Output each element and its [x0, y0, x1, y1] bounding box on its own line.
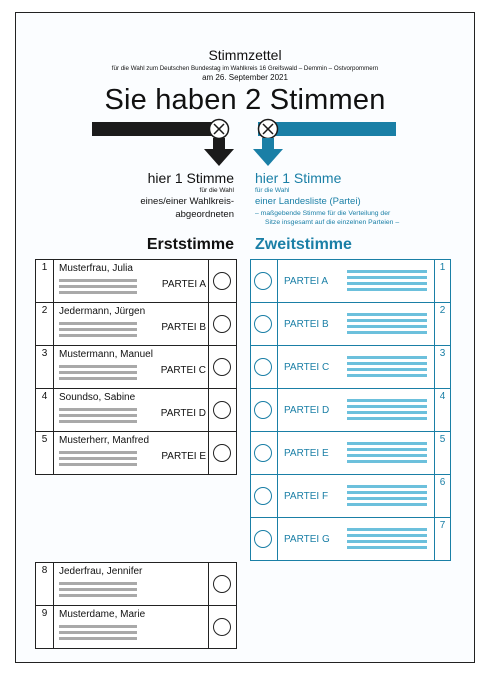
list-number: 5: [434, 432, 450, 474]
candidate-name: Musterherr, Manfred: [59, 435, 150, 446]
vote-circle[interactable]: [254, 315, 272, 333]
candidate-party: PARTEI E: [161, 451, 206, 462]
vote-cell: [251, 475, 278, 517]
vote-cell: [208, 260, 236, 302]
vote-cell: [251, 389, 278, 431]
left-desc-1: eines/einer Wahlkreis-: [140, 196, 234, 207]
erststimme-bar: [92, 122, 216, 136]
party-placeholder-line: [59, 457, 137, 460]
party-placeholder-line: [59, 365, 137, 368]
left-desc-2: abgeordneten: [175, 209, 234, 220]
erststimme-row: [35, 345, 237, 389]
candidate-name: Jedermann, Jürgen: [59, 306, 146, 317]
list-placeholder-line: [347, 417, 427, 420]
list-placeholder-line: [347, 454, 427, 457]
list-party: PARTEI B: [284, 319, 329, 330]
zweitstimme-row: [250, 345, 451, 389]
list-party: PARTEI D: [284, 405, 330, 416]
vote-circle[interactable]: [213, 444, 231, 462]
party-placeholder-line: [59, 451, 137, 454]
list-number: 2: [434, 303, 450, 345]
list-number: 1: [434, 260, 450, 302]
party-placeholder-line: [59, 328, 137, 331]
candidate-party: PARTEI A: [161, 279, 206, 290]
party-placeholder-line: [59, 285, 137, 288]
vote-cell: [251, 303, 278, 345]
right-fuer-die-wahl: für die Wahl: [255, 187, 290, 194]
candidate-name: Musterdame, Marie: [59, 609, 146, 620]
vote-cell: [208, 606, 236, 648]
party-placeholder-line: [59, 322, 137, 325]
arrow-down-black-icon: [203, 138, 235, 168]
vote-circle[interactable]: [213, 358, 231, 376]
party-placeholder-line: [59, 291, 137, 294]
zweitstimme-row: [250, 474, 451, 518]
vote-circle[interactable]: [254, 444, 272, 462]
vote-circle[interactable]: [213, 315, 231, 333]
candidate-number: 2: [36, 303, 54, 345]
list-placeholder-line: [347, 319, 427, 322]
list-party: PARTEI A: [284, 276, 329, 287]
list-placeholder-line: [347, 325, 427, 328]
list-placeholder-line: [347, 374, 427, 377]
ballot-title: Stimmzettel: [208, 47, 282, 63]
party-placeholder-line: [59, 625, 137, 628]
x-circle-left-icon: [206, 118, 232, 140]
list-placeholder-line: [347, 399, 427, 402]
list-number: 4: [434, 389, 450, 431]
vote-circle[interactable]: [213, 401, 231, 419]
party-placeholder-line: [59, 279, 137, 282]
candidate-number: 3: [36, 346, 54, 388]
list-placeholder-line: [347, 442, 427, 445]
vote-circle[interactable]: [213, 272, 231, 290]
list-placeholder-line: [347, 485, 427, 488]
list-party: PARTEI G: [284, 534, 330, 545]
vote-cell: [251, 346, 278, 388]
list-placeholder-line: [347, 356, 427, 359]
candidate-party: PARTEI C: [160, 365, 206, 376]
list-number: 6: [434, 475, 450, 517]
zweitstimme-heading: Zweitstimme: [255, 236, 352, 253]
list-placeholder-line: [347, 313, 427, 316]
candidate-party: PARTEI B: [161, 322, 206, 333]
list-placeholder-line: [347, 270, 427, 273]
party-placeholder-line: [59, 463, 137, 466]
list-number: 7: [434, 518, 450, 560]
candidate-number: 9: [36, 606, 54, 648]
vote-circle[interactable]: [254, 401, 272, 419]
arrow-down-teal-icon: [252, 138, 284, 168]
party-placeholder-line: [59, 414, 137, 417]
zweitstimme-row: [250, 259, 451, 303]
x-circle-right-icon: [255, 118, 281, 140]
party-placeholder-line: [59, 594, 137, 597]
vote-cell: [208, 303, 236, 345]
candidate-name: Jederfrau, Jennifer: [59, 566, 143, 577]
party-placeholder-line: [59, 637, 137, 640]
list-number: 3: [434, 346, 450, 388]
list-placeholder-line: [347, 491, 427, 494]
erststimme-row: [35, 431, 237, 475]
list-placeholder-line: [347, 288, 427, 291]
right-hier-1-stimme: hier 1 Stimme: [255, 170, 342, 186]
candidate-number: 8: [36, 563, 54, 605]
vote-cell: [251, 518, 278, 560]
candidate-number: 4: [36, 389, 54, 431]
vote-cell: [208, 389, 236, 431]
party-placeholder-line: [59, 588, 137, 591]
vote-cell: [208, 563, 236, 605]
list-placeholder-line: [347, 497, 427, 500]
list-party: PARTEI F: [284, 491, 329, 502]
candidate-name: Musterfrau, Julia: [59, 263, 133, 274]
vote-cell: [251, 260, 278, 302]
right-desc-1: einer Landesliste (Partei): [255, 196, 361, 207]
list-placeholder-line: [347, 282, 427, 285]
erststimme-row: [35, 388, 237, 432]
list-placeholder-line: [347, 331, 427, 334]
candidate-number: 5: [36, 432, 54, 474]
vote-circle[interactable]: [254, 487, 272, 505]
list-placeholder-line: [347, 362, 427, 365]
list-placeholder-line: [347, 368, 427, 371]
left-fuer-die-wahl: für die Wahl: [199, 187, 234, 194]
list-placeholder-line: [347, 411, 427, 414]
vote-cell: [208, 432, 236, 474]
right-desc-3: Sitze insgesamt auf die einzelnen Parteien –: [265, 219, 400, 226]
vote-circle[interactable]: [254, 358, 272, 376]
zweitstimme-row: [250, 517, 451, 561]
list-party: PARTEI E: [284, 448, 329, 459]
vote-circle[interactable]: [213, 575, 231, 593]
election-description: für die Wahl zum Deutschen Bundestag im Wahlkreis 16 Greifswald – Demmin – Ostvorpommern: [111, 65, 379, 72]
erststimme-row: [35, 605, 237, 649]
party-placeholder-line: [59, 420, 137, 423]
list-placeholder-line: [347, 405, 427, 408]
list-placeholder-line: [347, 534, 427, 537]
party-placeholder-line: [59, 334, 137, 337]
party-placeholder-line: [59, 377, 137, 380]
vote-circle[interactable]: [213, 618, 231, 636]
party-placeholder-line: [59, 371, 137, 374]
erststimme-row: [35, 562, 237, 606]
list-placeholder-line: [347, 540, 427, 543]
vote-circle[interactable]: [254, 530, 272, 548]
zweitstimme-row: [250, 388, 451, 432]
candidate-party: PARTEI D: [160, 408, 206, 419]
erststimme-row: [35, 302, 237, 346]
vote-cell: [251, 432, 278, 474]
zweitstimme-row: [250, 302, 451, 346]
party-placeholder-line: [59, 408, 137, 411]
party-placeholder-line: [59, 582, 137, 585]
list-placeholder-line: [347, 528, 427, 531]
list-placeholder-line: [347, 276, 427, 279]
list-placeholder-line: [347, 448, 427, 451]
list-party: PARTEI C: [284, 362, 330, 373]
vote-circle[interactable]: [254, 272, 272, 290]
vote-cell: [208, 346, 236, 388]
list-placeholder-line: [347, 460, 427, 463]
right-desc-2: – maßgebende Stimme für die Verteilung der: [255, 210, 391, 217]
erststimme-row: [35, 259, 237, 303]
erststimme-heading: Erststimme: [146, 236, 234, 253]
list-placeholder-line: [347, 546, 427, 549]
left-hier-1-stimme: hier 1 Stimme: [147, 170, 234, 186]
election-date: am 26. September 2021: [202, 73, 288, 82]
list-placeholder-line: [347, 503, 427, 506]
headline: Sie haben 2 Stimmen: [104, 84, 386, 116]
party-placeholder-line: [59, 631, 137, 634]
candidate-name: Mustermann, Manuel: [59, 349, 153, 360]
candidate-number: 1: [36, 260, 54, 302]
candidate-name: Soundso, Sabine: [59, 392, 136, 403]
zweitstimme-row: [250, 431, 451, 475]
